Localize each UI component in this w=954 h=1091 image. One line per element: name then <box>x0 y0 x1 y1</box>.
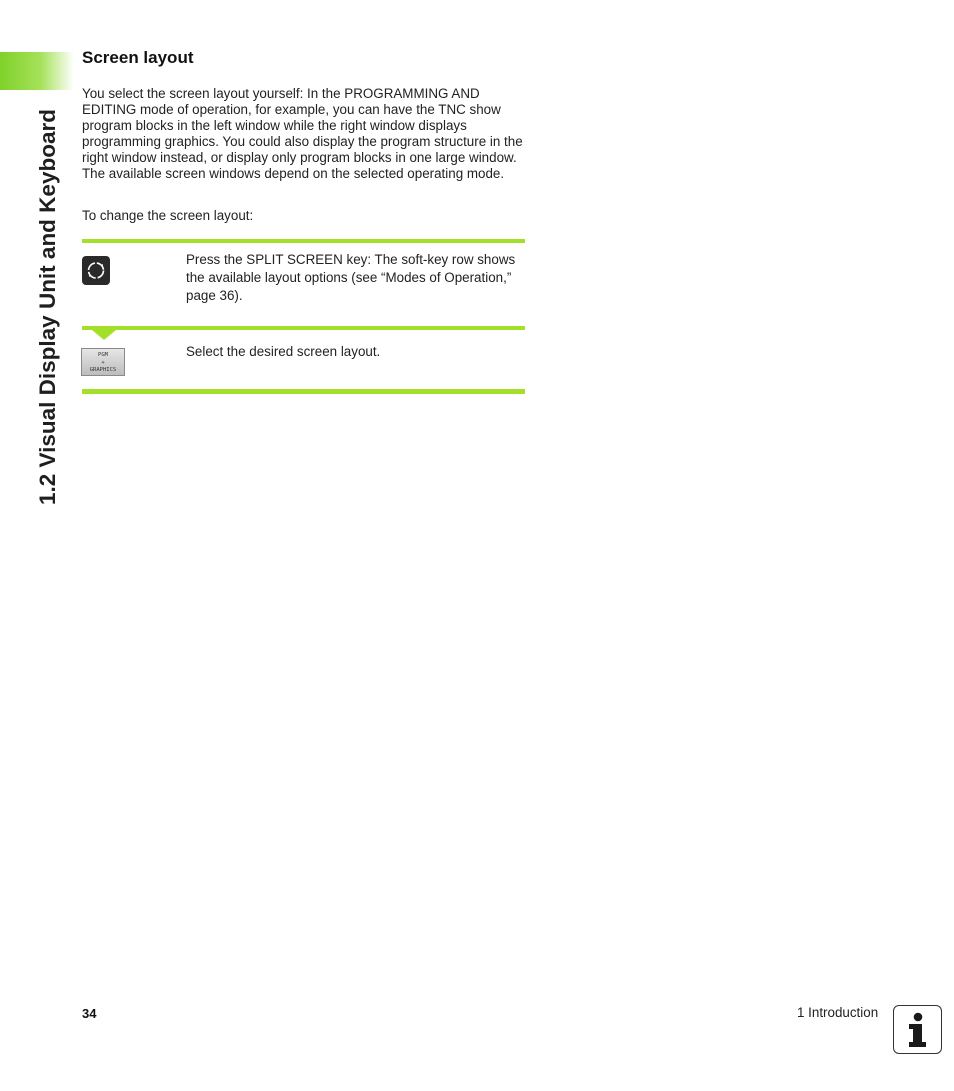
step-2-text: Select the desired screen layout. <box>186 344 381 359</box>
step-divider-top <box>82 239 525 243</box>
sidebar <box>30 50 66 505</box>
lead-in-text: To change the screen layout: <box>82 208 254 223</box>
intro-paragraph: You select the screen layout yourself: In the PROGRAMMING AND EDITING mode of operation, for example, you can have the TNC show program blocks in the left window while the right window displays programming graphics. You could also display the program structure in the right window instead, or display only program blocks in one large window. The available screen windows depend on the selected operating mode. <box>82 86 523 181</box>
info-icon <box>893 1005 942 1054</box>
softkey-line-1: PGM <box>98 352 108 358</box>
step-divider-bottom <box>82 389 525 394</box>
step-divider-middle <box>82 326 525 330</box>
step-arrow-icon <box>92 330 116 340</box>
softkey-line-2: + <box>101 359 105 366</box>
step-1-text: Press the SPLIT SCREEN key: The soft-key row shows the available layout options (see “Modes of Operation,” page 36). <box>186 252 516 303</box>
section-heading: Screen layout <box>82 48 194 67</box>
pgm-graphics-softkey <box>81 348 125 376</box>
section-side-title: 1.2 Visual Display Unit and Keyboard <box>35 109 60 505</box>
page-number: 34 <box>82 1006 97 1021</box>
chapter-label: 1 Introduction <box>797 1005 879 1020</box>
softkey-line-3: GRAPHICS <box>89 367 117 373</box>
split-screen-key-icon <box>82 256 110 285</box>
